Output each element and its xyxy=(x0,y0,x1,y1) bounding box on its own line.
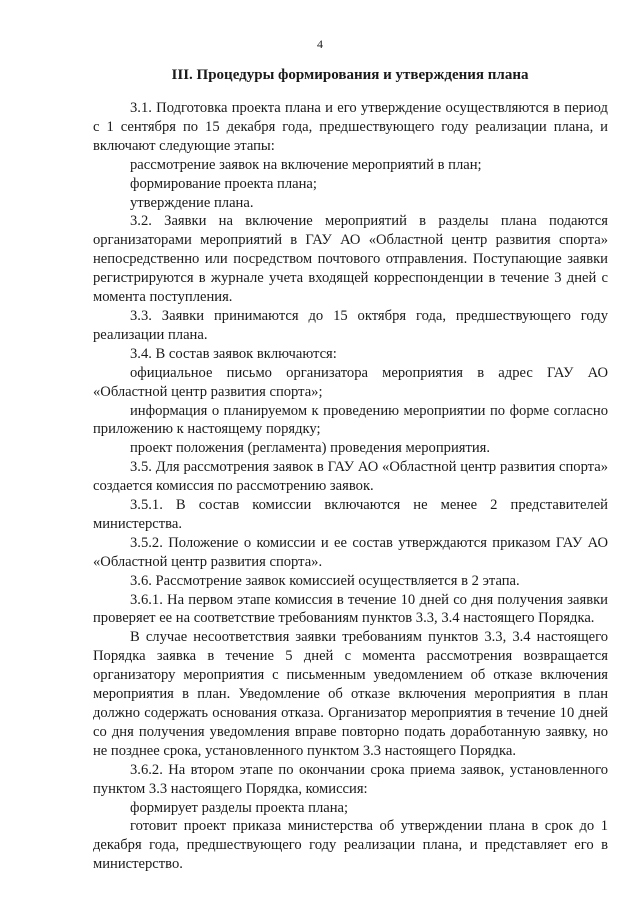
paragraph: 3.1. Подготовка проекта плана и его утверждение осуществляются в период с 1 сентября по 15 декабря года, предшествующего году реализации плана, и включают следующие этапы: xyxy=(93,100,608,154)
list-line: 3.4. В состав заявок включаются: xyxy=(130,345,337,362)
paragraph: готовит проект приказа министерства об утверждении плана в срок до 1 декабря года, предшествующего году реализации плана, и представляет его в министерство. xyxy=(93,818,608,873)
document-body xyxy=(93,99,608,874)
paragraph: 3.6.1. На первом этапе комиссия в течение 10 дней со дня получения заявки проверяет ее на соответствие требованиям пунктов 3.3, 3.4 настоящего Порядка. xyxy=(93,591,608,627)
list-line: формирование проекта плана; xyxy=(130,175,317,192)
list-line: проект положения (регламента) проведения мероприятия. xyxy=(130,440,491,457)
paragraph: 3.6.2. На втором этапе по окончании срока приема заявок, установленного пунктом 3.3 настоящего Порядка, комиссия: xyxy=(93,761,608,797)
paragraph: информация о планируемом к проведению мероприятии по форме согласно приложению к настоящему порядку; xyxy=(93,402,608,438)
paragraph: 3.3. Заявки принимаются до 15 октября года, предшествующего году реализации плана. xyxy=(93,307,608,343)
paragraph: В случае несоответствия заявки требованиям пунктов 3.3, 3.4 настоящего Порядка заявка в течение 5 дней с момента рассмотрения возвращается организатору мероприятия с письменным уведомлением об отказе включения мероприятия в план. Уведомление об отказе включения мероприятия в план должно содержать основания отказа. Организатор мероприятия в течение 10 дней со дня получения уведомления вправе повторно подать доработанную заявку, но не позднее срока, установленного пунктом 3.3 настоящего Порядка. xyxy=(93,629,608,759)
paragraph: официальное письмо организатора мероприятия в адрес ГАУ АО «Областной центр развития спорта»; xyxy=(93,364,608,400)
list-line: 3.6. Рассмотрение заявок комиссией осуществляется в 2 этапа. xyxy=(130,572,520,589)
list-line: рассмотрение заявок на включение мероприятий в план; xyxy=(130,156,482,173)
page-number: 4 xyxy=(317,37,323,51)
paragraph: 3.5.1. В состав комиссии включаются не менее 2 представителей министерства. xyxy=(93,497,608,532)
paragraph: 3.5.2. Положение о комиссии и ее состав утверждаются приказом ГАУ АО «Областной центр развития спорта». xyxy=(93,534,608,570)
paragraph: 3.5. Для рассмотрения заявок в ГАУ АО «Областной центр развития спорта» создается комиссия по рассмотрению заявок. xyxy=(93,459,608,495)
list-line: формирует разделы проекта плана; xyxy=(130,799,349,816)
paragraph: 3.2. Заявки на включение мероприятий в разделы плана подаются организаторами мероприятий в ГАУ АО «Областной центр развития спорта» непосредственно или посредством почтового отправления. Поступающие заявки регистрируются в журнале учета входящей корреспонденции в течение 3 дней с момента поступления. xyxy=(93,213,608,306)
section-heading: III. Процедуры формирования и утверждения плана xyxy=(171,67,529,83)
list-line: утверждение плана. xyxy=(130,194,254,211)
